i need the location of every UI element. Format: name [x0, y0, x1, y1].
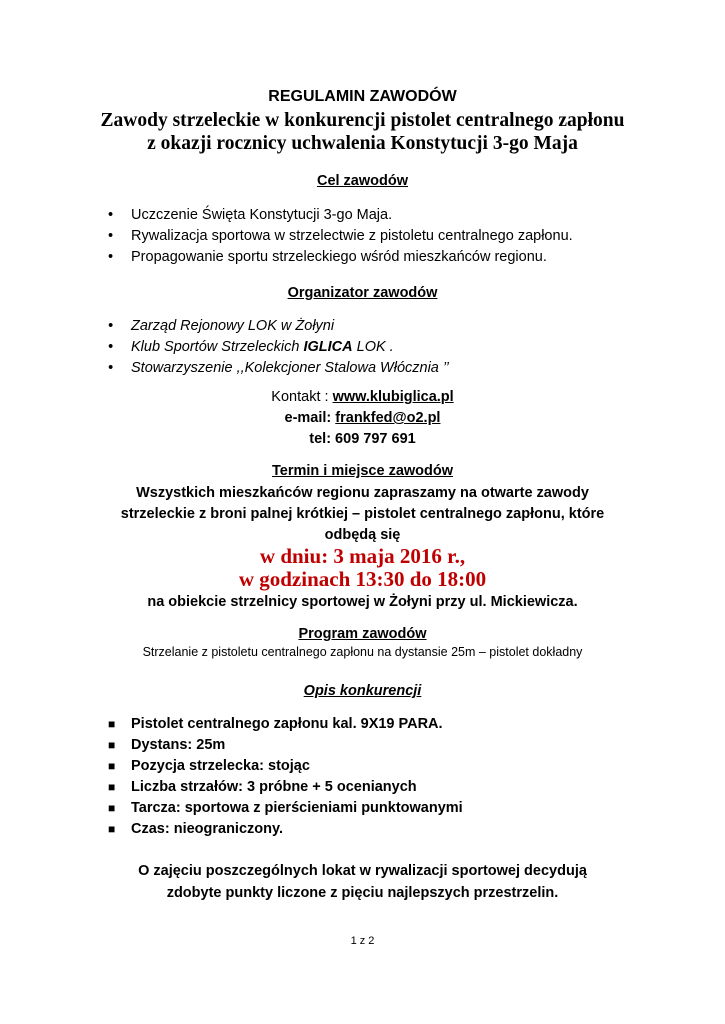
list-item: ■ Czas: nieograniczony.	[108, 819, 463, 840]
website-link[interactable]: www.klubiglica.pl	[332, 389, 454, 405]
document-subtitle-line2: z okazji rocznicy uchwalenia Konstytucji 3-go Maja	[147, 133, 578, 154]
termin-line3: odbędą się	[324, 527, 401, 543]
list-item: • Klub Sportów Strzeleckich IGLICA LOK .	[108, 337, 449, 358]
program-text: Strzelanie z pistoletu centralnego zapłonu na dystansie 25m – pistolet dokładny	[142, 645, 583, 659]
list-item: ■ Pozycja strzelecka: stojąc	[108, 756, 463, 777]
email-label: e-mail:	[284, 410, 336, 426]
organizator-list	[108, 316, 449, 379]
bullet-icon: •	[108, 360, 114, 376]
list-item: ■ Tarcza: sportowa z pierścieniami punktowanymi	[108, 798, 463, 819]
document-title: REGULAMIN ZAWODÓW	[268, 88, 457, 105]
list-item: ■ Liczba strzałów: 3 próbne + 5 ocenianych	[108, 777, 463, 798]
list-item: • Stowarzyszenie ,,Kolekcjoner Stalowa Włócznia ’’	[108, 358, 449, 379]
square-bullet-icon: ■	[108, 717, 116, 731]
cel-heading: Cel zawodów	[316, 173, 409, 189]
contact-email-line	[0, 408, 725, 428]
list-item: • Zarząd Rejonowy LOK w Żołyni	[108, 316, 449, 337]
bullet-icon: •	[108, 228, 114, 244]
email-link[interactable]: frankfed@o2.pl	[335, 410, 441, 426]
bullet-icon: •	[108, 207, 114, 223]
termin-line1: Wszystkich mieszkańców regionu zapraszamy na otwarte zawody	[136, 485, 589, 501]
document-subtitle-line1: Zawody strzeleckie w konkurencji pistolet centralnego zapłonu	[100, 110, 625, 131]
square-bullet-icon: ■	[108, 780, 116, 794]
list-item: ■ Dystans: 25m	[108, 735, 463, 756]
list-item: ■ Pistolet centralnego zapłonu kal. 9X19 PARA.	[108, 714, 463, 735]
closing-line1: O zajęciu poszczególnych lokat w rywalizacji sportowej decydują	[138, 863, 587, 879]
program-heading: Program zawodów	[298, 626, 427, 642]
opis-heading: Opis konkurencji	[303, 683, 422, 699]
opis-list	[108, 714, 463, 840]
contact-website-line	[0, 387, 725, 407]
square-bullet-icon: ■	[108, 822, 116, 836]
bullet-icon: •	[108, 249, 114, 265]
cel-list	[108, 205, 573, 268]
club-brand-name: IGLICA	[303, 339, 353, 355]
bullet-icon: •	[108, 339, 114, 355]
bullet-icon: •	[108, 318, 114, 334]
termin-line2: strzeleckie z broni palnej krótkiej – pistolet centralnego zapłonu, które	[120, 506, 605, 522]
page-number: 1 z 2	[350, 935, 375, 947]
list-item: • Propagowanie sportu strzeleckiego wśród mieszkańców regionu.	[108, 247, 573, 268]
organizator-heading: Organizator zawodów	[287, 285, 438, 301]
square-bullet-icon: ■	[108, 738, 116, 752]
list-item: • Uczczenie Święta Konstytucji 3-go Maja.	[108, 205, 573, 226]
contact-phone: tel: 609 797 691	[309, 431, 416, 447]
termin-heading: Termin i miejsce zawodów	[271, 463, 454, 479]
event-place: na obiekcie strzelnicy sportowej w Żołyni przy ul. Mickiewicza.	[147, 594, 578, 610]
event-date: w dniu: 3 maja 2016 r.,	[259, 544, 466, 568]
list-item: • Rywalizacja sportowa w strzelectwie z pistoletu centralnego zapłonu.	[108, 226, 573, 247]
square-bullet-icon: ■	[108, 801, 116, 815]
closing-line2: zdobyte punkty liczone z pięciu najlepszych przestrzelin.	[166, 885, 559, 901]
contact-label: Kontakt :	[271, 389, 333, 405]
square-bullet-icon: ■	[108, 759, 116, 773]
event-hours: w godzinach 13:30 do 18:00	[238, 567, 487, 591]
